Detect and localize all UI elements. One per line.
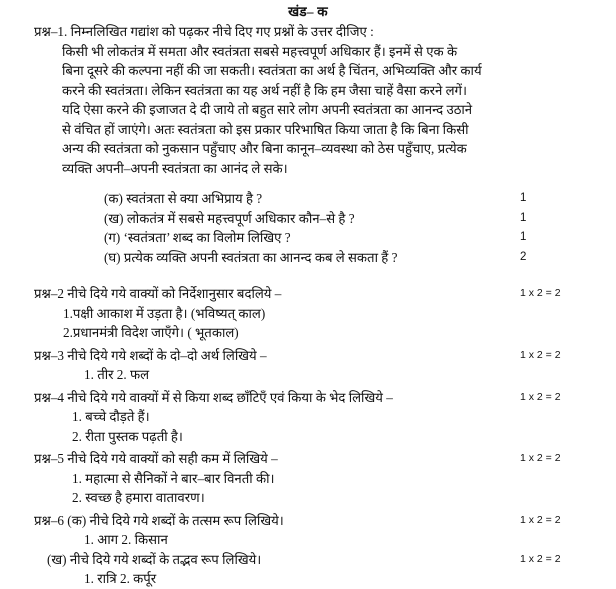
question-5-item: 1. महात्मा से सैनिकों ने बार–बार विनती की। [72,470,275,486]
question-1-sub-item [0,209,616,229]
section-heading: खंड– क [288,4,328,19]
question-2-item: 1.पक्षी आकाश में उड़ता है। (भविष्यत् काल) [63,305,266,321]
question-text: प्रश्न–2 नीचे दिये गये वाक्यों को निर्देशानुसार बदलिये – [34,286,282,301]
marks-value: 1 x 2 = 2 [520,390,561,403]
question-text: प्रश्न–3 नीचे दिये गये शब्दों के दो–दो अर्थ लिखिये – [34,347,267,363]
sub-question-text: (घ) प्रत्येक व्यक्ति अपनी स्वतंत्रता का आनन्द कब ले सकता हैं ? [104,249,398,265]
marks-value: 2 [520,250,527,263]
question-1-sub-item [0,228,616,248]
question-3-label [0,346,616,366]
question-4-item: 2. रीता पुस्तक पढ़ती है। [72,428,183,444]
question-4-label [0,388,616,408]
marks-value: 1 x 2 = 2 [520,513,561,526]
question-1-label: प्रश्न–1. निम्नलिखित गद्यांश को पढ़कर नीचे दिए गए प्रश्नों के उत्तर दीजिए : [34,24,374,39]
sub-question-text: (ख) लोकतंत्र में सबसे महत्त्वपूर्ण अधिकार कौन–से है ? [104,210,355,226]
marks-value: 1 x 2 = 2 [520,452,561,464]
question-2-item: 2.प्रधानमंत्री विदेश जाएँगे। ( भूतकाल) [63,325,239,340]
spacer [0,178,616,189]
question-5-item: 2. स्वच्छ है हमारा वातावरण। [72,490,205,505]
marks-value: 1 [520,211,527,224]
question-6-part-b-label [0,550,616,570]
marks-value: 1 x 2 = 2 [520,348,561,361]
question-4-item: 1. बच्चे दौड़ते हैं। [72,409,150,424]
marks-value: 1 [520,192,527,204]
marks-value: 1 x 2 = 2 [520,552,561,565]
question-text: प्रश्न–5 नीचे दिये गये वाक्यों को सही कम में लिखिये – [34,451,278,466]
passage-line: से वंचित हों जाएंगे। अतः स्वतंत्रता को इस प्रकार परिभाषित किया जाता है कि बिना किसी [62,121,469,137]
question-6-part-a-label [0,511,616,531]
question-6-part-a-item: 1. आग 2. किसान [84,532,168,547]
sub-question-text: (क) स्वतंत्रता से क्या अभिप्राय है ? [104,191,263,206]
marks-value: 1 x 2 = 2 [520,287,561,299]
question-1-sub-item [0,248,616,268]
question-1-sub-item [0,189,616,209]
passage-line: अन्य की स्वतंत्रता को नुकसान पहुँचाए और बिना कानून–व्यवस्था को ठेस पहुँचाए, प्रत्येक [62,141,467,156]
sub-question-text: (ग) ‘स्वतंत्रता’ शब्द का विलोम लिखिए ? [104,230,291,245]
passage-line: करने की स्वतंत्रता। लेकिन स्वतंत्रता का यह अर्थ नहीं है कि हम जैसा चाहें वैसा करने लगें। [62,82,467,98]
passage-line: किसी भी लोकतंत्र में समता और स्वतंत्रता सबसे महत्त्वपूर्ण अधिकार हैं। इनमें से एक के [62,43,458,59]
question-2-label [0,284,616,304]
marks-value: 1 [520,231,527,243]
question-text: प्रश्न–6 (क) नीचे दिये गये शब्दों के तत्सम रूप लिखिये। [34,512,284,528]
passage-line: बिना दूसरे की कल्पना नहीं की जा सकती। स्वतंत्रता का अर्थ है चिंतन, अभिव्यक्ति और कार्य [62,63,482,78]
question-3-item: 1. तीर 2. फल [84,367,150,382]
spacer [0,267,616,278]
question-text: (ख) नीचे दिये गये शब्दों के तद्भव रूप लिखिये। [47,551,262,567]
question-text: प्रश्न–4 नीचे दिये गये वाक्यों में से किया शब्द छाँटिएँ एवं किया के भेद लिखिये – [34,389,393,405]
question-5-label [0,449,616,469]
question-6-part-b-item: 1. रात्रि 2. कर्पूर [84,571,157,586]
passage-line: यदि ऐसा करने की इजाजत दे दी जाये तो बहुत सारे लोग अपनी स्वतंत्रता का आनन्द उठाने [62,102,473,117]
passage-line: व्यक्ति अपनी–अपनी स्वतंत्रता का आनंद ले सके। [62,160,288,176]
